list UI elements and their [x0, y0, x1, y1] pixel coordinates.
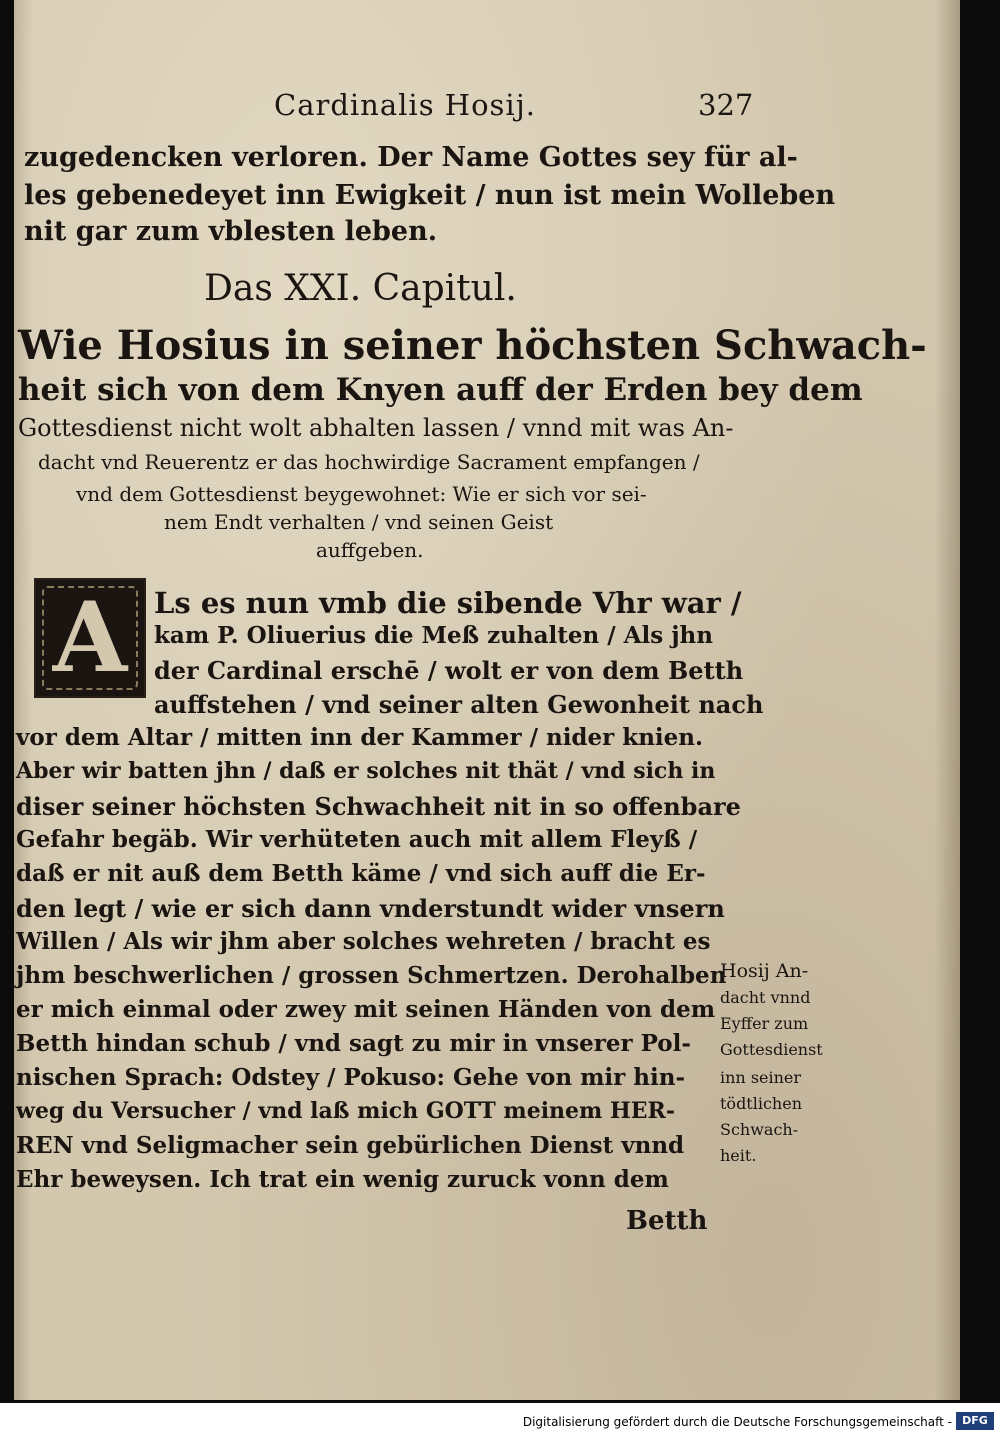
body-line: Ehr beweysen. Ich trat ein wenig zuruck vonn dem — [16, 1166, 669, 1193]
drop-cap-initial — [34, 578, 146, 698]
body-line: Gefahr begäb. Wir verhüteten auch mit allem Fleyß / — [16, 826, 698, 853]
text-line: nit gar zum vblesten leben. — [24, 216, 438, 247]
chapter-title-line: Gottesdienst nicht wolt abhalten lassen / vnnd mit was An- — [18, 414, 734, 442]
marginal-note-line: Hosij An- — [720, 960, 809, 982]
body-line: REN vnd Seligmacher sein gebürlichen Dienst vnnd — [16, 1132, 685, 1159]
drop-cap-letter: A — [52, 581, 128, 694]
marginal-note-line: Schwach- — [720, 1120, 799, 1139]
chapter-title-line: dacht vnd Reuerentz er das hochwirdige Sacrament empfangen / — [38, 450, 700, 474]
body-line: Willen / Als wir jhm aber solches wehreten / bracht es — [16, 928, 711, 955]
funding-credit: Digitalisierung gefördert durch die Deutsche Forschungsgemeinschaft - — [522, 1415, 952, 1429]
scan-edge — [960, 0, 1000, 1403]
text-line: zugedencken verloren. Der Name Gottes sey für al- — [24, 142, 798, 173]
body-line: daß er nit auß dem Betth käme / vnd sich auff die Er- — [16, 860, 706, 887]
footer-bar — [0, 1403, 1000, 1443]
body-line: diser seiner höchsten Schwachheit nit in so offenbare — [16, 792, 741, 821]
marginal-note-line: Gottesdienst — [720, 1040, 823, 1059]
body-line: vor dem Altar / mitten inn der Kammer / nider knien. — [16, 724, 704, 751]
chapter-title-line: heit sich von dem Knyen auff der Erden bey dem — [18, 372, 863, 408]
body-line: Ls es nun vmb die sibende Vhr war / — [154, 586, 742, 620]
chapter-title-line: nem Endt verhalten / vnd seinen Geist — [164, 510, 554, 534]
catchword: Betth — [626, 1206, 708, 1236]
body-line: der Cardinal erschē / wolt er von dem Betth — [154, 656, 744, 685]
dfg-logo: DFG — [956, 1412, 994, 1430]
text-line: les gebenedeyet inn Ewigkeit / nun ist mein Wolleben — [24, 180, 836, 211]
marginal-note-line: dacht vnnd — [720, 988, 811, 1007]
chapter-title-line: Wie Hosius in seiner höchsten Schwach- — [18, 322, 927, 369]
chapter-heading: Das XXI. Capitul. — [204, 268, 517, 309]
marginal-note-line: heit. — [720, 1146, 757, 1165]
body-line: den legt / wie er sich dann vnderstundt wider vnsern — [16, 894, 725, 923]
body-line: weg du Versucher / vnd laß mich GOTT meinem HER- — [16, 1098, 675, 1124]
body-line: kam P. Oliuerius die Meß zuhalten / Als jhn — [154, 622, 713, 649]
body-line: Aber wir batten jhn / daß er solches nit thät / vnd sich in — [16, 758, 716, 784]
body-line: jhm beschwerlichen / grossen Schmertzen. Derohalben — [16, 962, 727, 989]
marginal-note-line: Eyffer zum — [720, 1014, 809, 1033]
body-line: nischen Sprach: Odstey / Pokuso: Gehe von mir hin- — [16, 1064, 685, 1091]
running-title: Cardinalis Hosij. — [274, 88, 536, 122]
body-line: Betth hindan schub / vnd sagt zu mir in vnserer Pol- — [16, 1030, 691, 1057]
chapter-title-line: auffgeben. — [316, 538, 424, 562]
book-page — [14, 0, 960, 1400]
chapter-title-line: vnd dem Gottesdienst beygewohnet: Wie er sich vor sei- — [76, 482, 647, 506]
marginal-note-line: inn seiner — [720, 1068, 802, 1087]
marginal-note-line: tödtlichen — [720, 1094, 803, 1113]
body-line: auffstehen / vnd seiner alten Gewonheit nach — [154, 690, 764, 719]
body-line: er mich einmal oder zwey mit seinen Händen von dem — [16, 996, 716, 1023]
page-number: 327 — [698, 88, 754, 122]
